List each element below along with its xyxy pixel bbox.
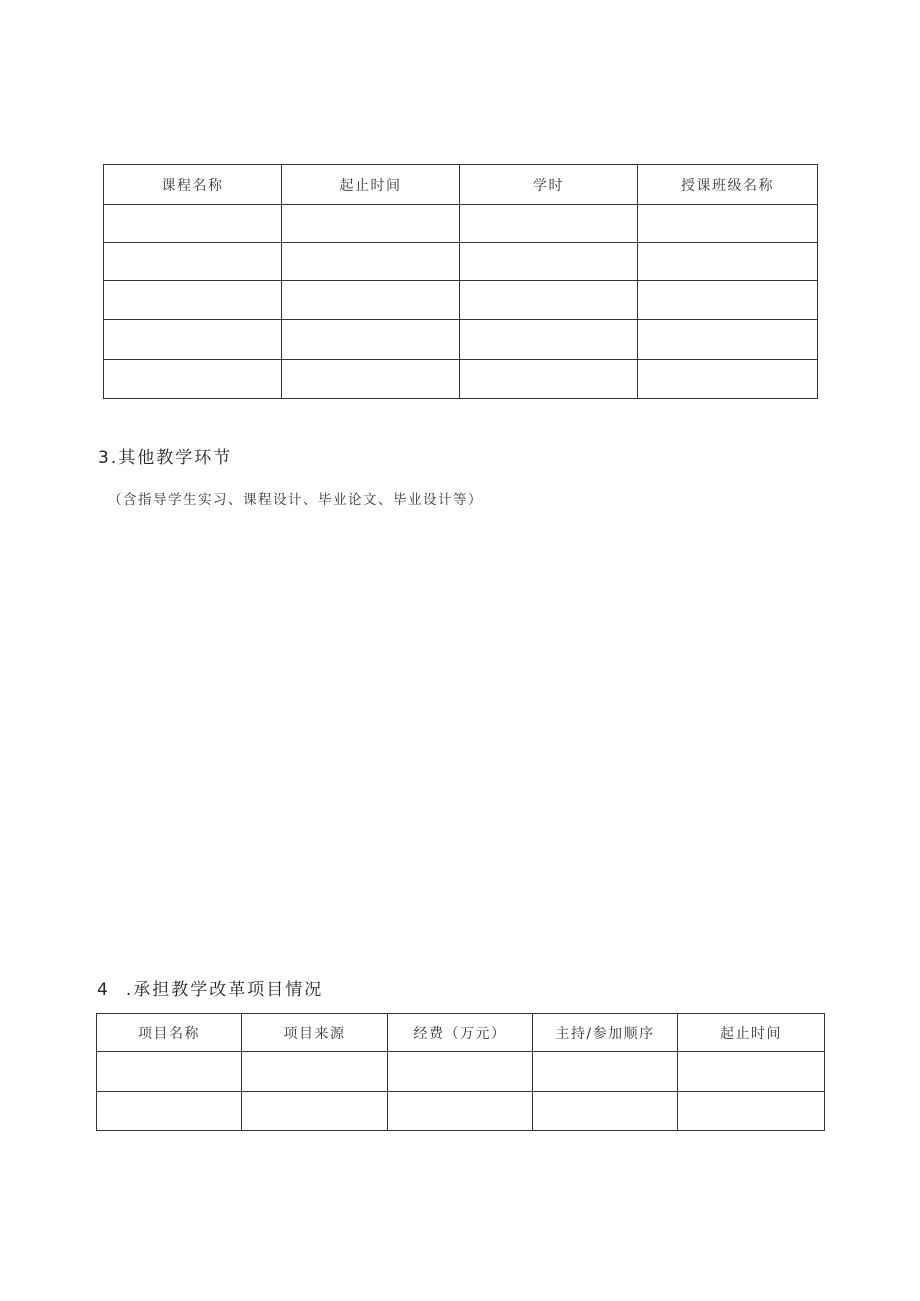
table-cell[interactable] [533,1092,678,1131]
table-row [104,320,818,360]
header-class-hours: 学时 [460,165,638,205]
header-funding: 经费（万元） [388,1014,533,1052]
table-cell[interactable] [282,205,460,243]
course-table [103,164,818,399]
course-table-header-row [104,165,818,205]
table-cell[interactable] [104,243,282,281]
table-cell[interactable] [97,1052,242,1092]
table-cell[interactable] [388,1092,533,1131]
table-cell[interactable] [104,205,282,243]
section-4-number: 4 [97,980,108,1000]
header-start-end-time: 起止时间 [282,165,460,205]
table-cell[interactable] [533,1052,678,1092]
table-cell[interactable] [242,1092,388,1131]
section-3-title: 3.其他教学环节 [98,448,233,468]
header-course-name: 课程名称 [104,165,282,205]
table-row [104,281,818,320]
section-3-note: （含指导学生实习、课程设计、毕业论文、毕业设计等） [108,492,483,508]
table-cell[interactable] [104,281,282,320]
table-cell[interactable] [388,1052,533,1092]
table-row [104,360,818,399]
table-row [104,205,818,243]
table-cell[interactable] [678,1052,825,1092]
table-cell[interactable] [104,320,282,360]
table-cell[interactable] [638,205,818,243]
table-cell[interactable] [282,243,460,281]
table-row [104,243,818,281]
section-4-title-text: .承担教学改革项目情况 [125,980,324,1000]
header-role-order: 主持/参加顺序 [533,1014,678,1052]
table-cell[interactable] [97,1092,242,1131]
header-start-end-time: 起止时间 [678,1014,825,1052]
table-cell[interactable] [460,320,638,360]
table-cell[interactable] [104,360,282,399]
project-table-header-row [97,1014,825,1052]
table-cell[interactable] [460,281,638,320]
table-cell[interactable] [282,281,460,320]
table-cell[interactable] [638,360,818,399]
table-cell[interactable] [638,281,818,320]
table-cell[interactable] [638,320,818,360]
table-cell[interactable] [282,360,460,399]
table-cell[interactable] [460,243,638,281]
header-project-source: 项目来源 [242,1014,388,1052]
table-cell[interactable] [282,320,460,360]
table-cell[interactable] [242,1052,388,1092]
table-cell[interactable] [638,243,818,281]
table-cell[interactable] [678,1092,825,1131]
table-cell[interactable] [460,360,638,399]
section-4-title [97,975,323,1000]
header-class-name: 授课班级名称 [638,165,818,205]
table-row [97,1052,825,1092]
header-project-name: 项目名称 [97,1014,242,1052]
table-cell[interactable] [460,205,638,243]
table-row [97,1092,825,1131]
project-table [96,1013,825,1131]
